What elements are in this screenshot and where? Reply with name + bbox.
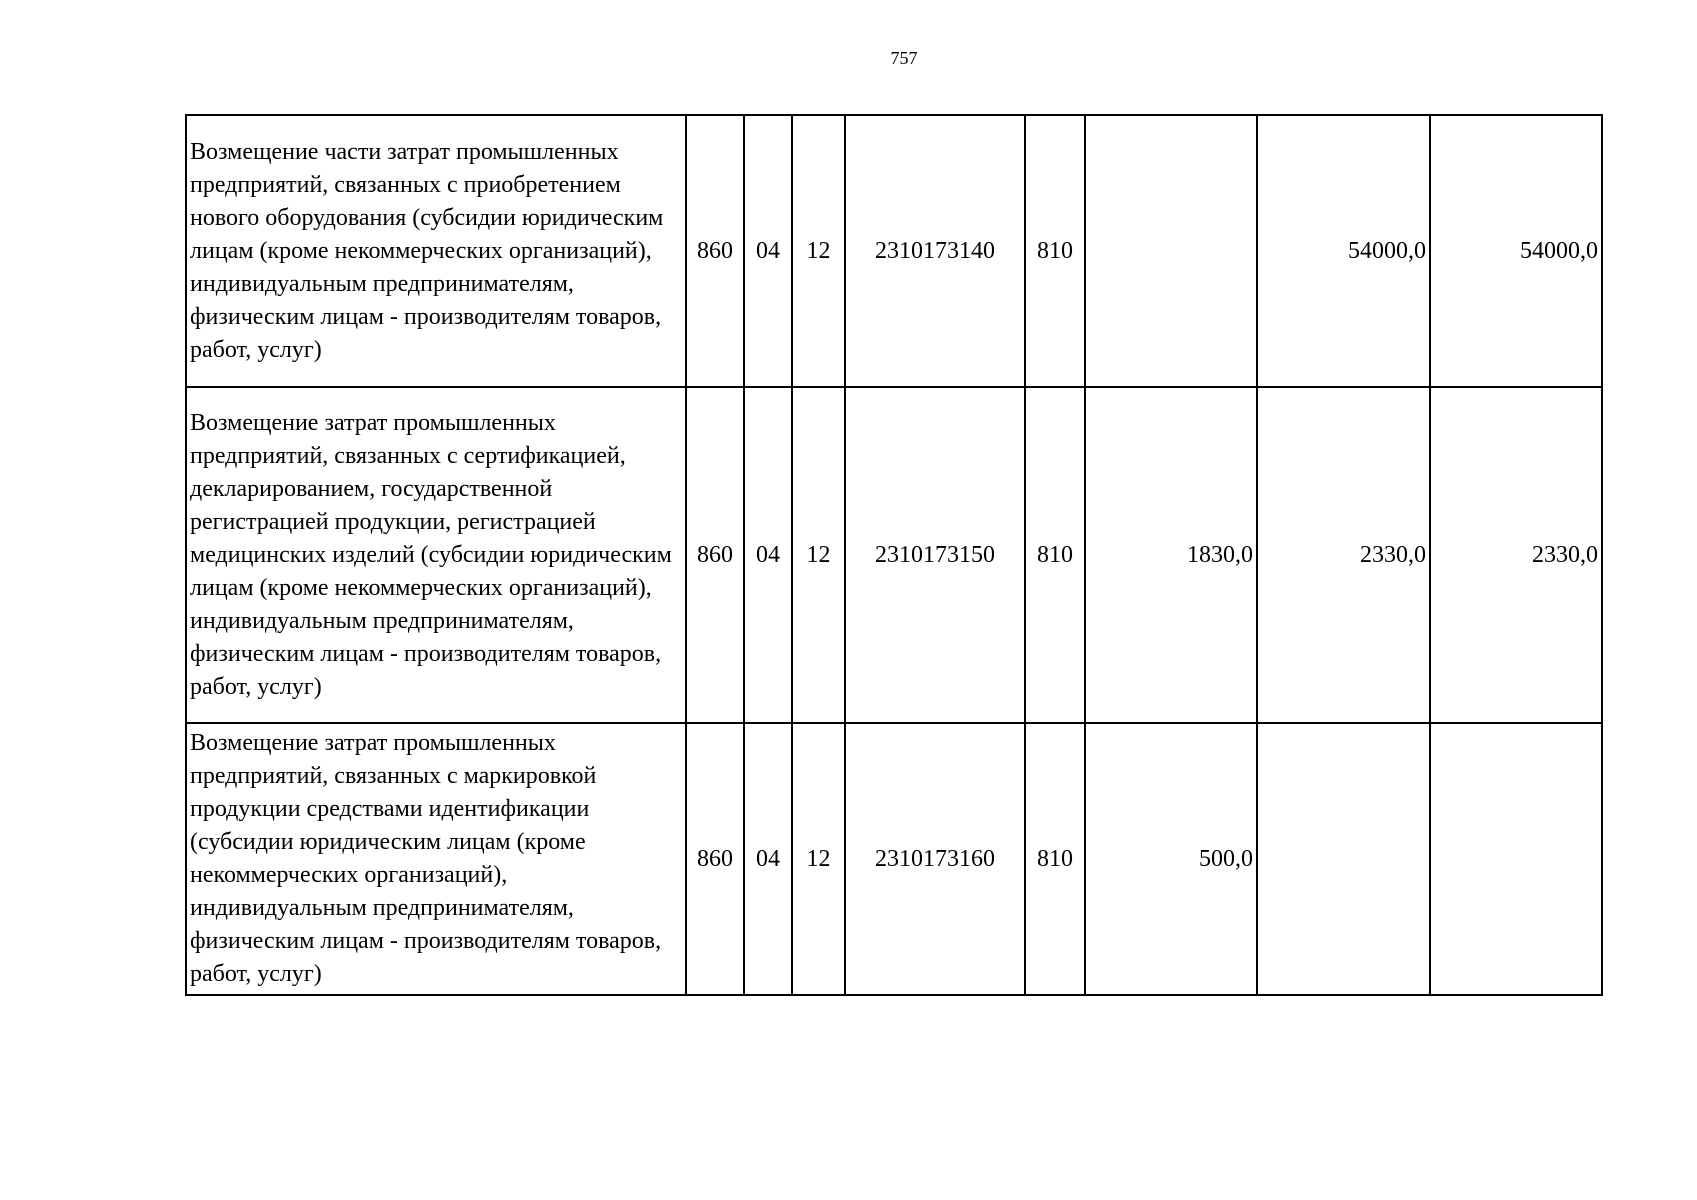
amount-year-3: 2330,0 bbox=[1430, 387, 1602, 723]
page-number: 757 bbox=[890, 48, 918, 68]
amount-year-3 bbox=[1430, 723, 1602, 995]
row-description: Возмещение затрат промышленных предприятий, связанных с сертификацией, декларированием, государственной регистрацией продукции, регистрацией медицинских изделий (субсидии юридическим лицам (кроме некоммерческих организаций), индивидуальным предпринимателям, физическим лицам - производителям товаров, работ, услуг) bbox=[186, 387, 686, 723]
target-article-code: 2310173160 bbox=[845, 723, 1025, 995]
amount-year-1 bbox=[1085, 115, 1257, 387]
amount-year-2: 54000,0 bbox=[1257, 115, 1430, 387]
ministry-code: 860 bbox=[686, 387, 744, 723]
amount-year-2 bbox=[1257, 723, 1430, 995]
expense-type-code: 810 bbox=[1025, 723, 1085, 995]
target-article-code: 2310173150 bbox=[845, 387, 1025, 723]
table-row bbox=[186, 723, 1602, 995]
section-code: 04 bbox=[744, 387, 792, 723]
table-row bbox=[186, 387, 1602, 723]
amount-year-2: 2330,0 bbox=[1257, 387, 1430, 723]
target-article-code: 2310173140 bbox=[845, 115, 1025, 387]
section-code: 04 bbox=[744, 723, 792, 995]
expense-type-code: 810 bbox=[1025, 115, 1085, 387]
amount-year-3: 54000,0 bbox=[1430, 115, 1602, 387]
row-description: Возмещение части затрат промышленных предприятий, связанных с приобретением нового оборудования (субсидии юридическим лицам (кроме некоммерческих организаций), индивидуальным предпринимателям, физическим лицам - производителям товаров, работ, услуг) bbox=[186, 115, 686, 387]
subsection-code: 12 bbox=[792, 723, 845, 995]
expense-type-code: 810 bbox=[1025, 387, 1085, 723]
amount-year-1: 500,0 bbox=[1085, 723, 1257, 995]
table-row bbox=[186, 115, 1602, 387]
ministry-code: 860 bbox=[686, 115, 744, 387]
amount-year-1: 1830,0 bbox=[1085, 387, 1257, 723]
row-description: Возмещение затрат промышленных предприятий, связанных с маркировкой продукции средствами идентификации (субсидии юридическим лицам (кроме некоммерческих организаций), индивидуальным предпринимателям, физическим лицам - производителям товаров, работ, услуг) bbox=[186, 723, 686, 995]
budget-table bbox=[185, 114, 1603, 996]
section-code: 04 bbox=[744, 115, 792, 387]
subsection-code: 12 bbox=[792, 387, 845, 723]
ministry-code: 860 bbox=[686, 723, 744, 995]
subsection-code: 12 bbox=[792, 115, 845, 387]
